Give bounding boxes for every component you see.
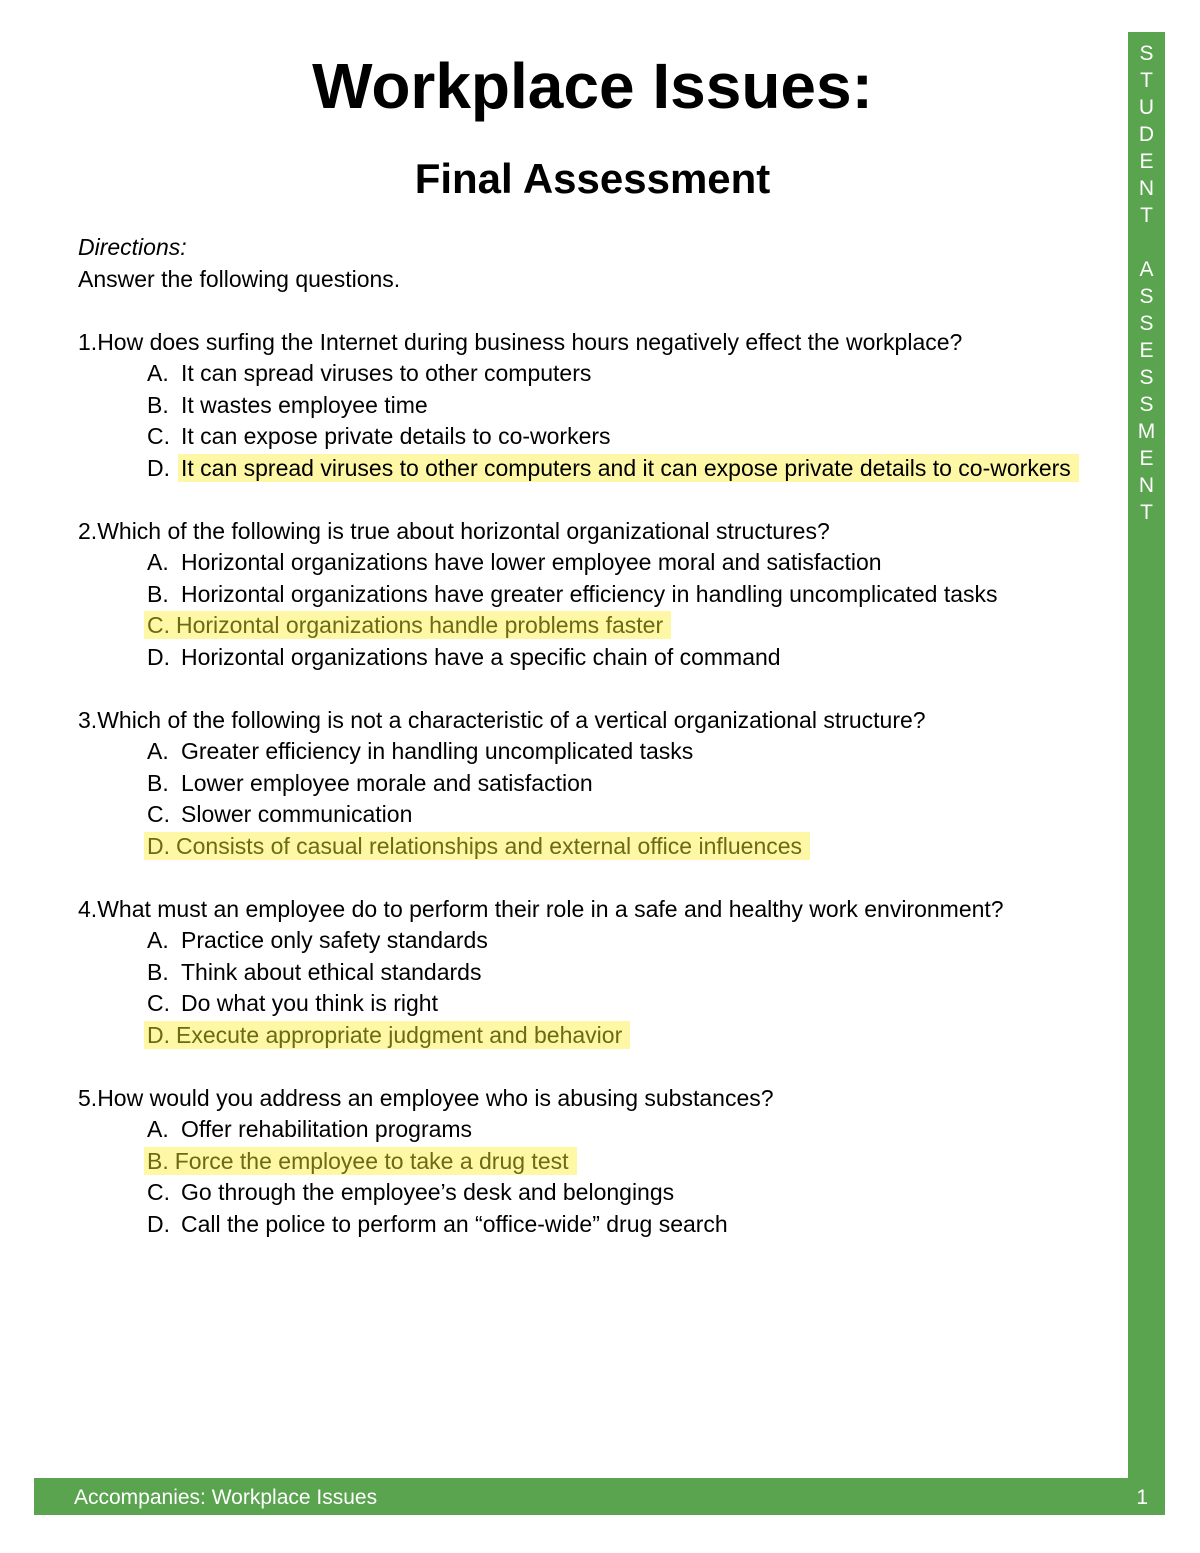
- page-number: 1: [1136, 1486, 1148, 1509]
- student-assessment-sidebar: [1128, 32, 1165, 1478]
- option-d: [147, 642, 1118, 674]
- sidebar-letter: E: [1139, 339, 1154, 362]
- option-text: Horizontal organizations have greater efficiency in handling uncomplicated tasks: [181, 580, 998, 607]
- option-letter: C.: [147, 1179, 170, 1205]
- question-text: How does surfing the Internet during business hours negatively effect the workplace?: [97, 328, 963, 355]
- option-letter: D.: [147, 1210, 170, 1237]
- sidebar-letter: S: [1139, 312, 1154, 335]
- option-d: [147, 831, 1118, 863]
- option-c: [147, 1177, 1118, 1209]
- option-text: Practice only safety standards: [181, 927, 488, 953]
- sidebar-letter: U: [1138, 96, 1155, 119]
- option-text: It can spread viruses to other computers: [181, 360, 592, 386]
- answer-highlight: [144, 1147, 577, 1175]
- option-a: [147, 358, 1118, 390]
- question-4: [78, 894, 1118, 926]
- option-text: Go through the employee’s desk and belongings: [181, 1179, 675, 1205]
- option-letter: C.: [147, 990, 170, 1016]
- directions-text: Answer the following questions.: [78, 265, 401, 292]
- sidebar-letter: E: [1139, 150, 1154, 173]
- sidebar-letter: N: [1138, 474, 1155, 497]
- footer-text: Accompanies: Workplace Issues: [74, 1486, 378, 1509]
- question-text: What must an employee do to perform their role in a safe and healthy work environment?: [97, 895, 1004, 922]
- spacer: [78, 1051, 1118, 1083]
- option-text: Offer rehabilitation programs: [181, 1116, 473, 1142]
- footer: [34, 1478, 1165, 1515]
- option-letter: B.: [147, 1147, 169, 1174]
- option-a: [147, 547, 1118, 579]
- highlighted-answer-text: It can spread viruses to other computers and it can expose private details to co-workers: [178, 454, 1079, 482]
- sidebar-letter: T: [1140, 204, 1153, 227]
- option-letter: B.: [147, 580, 169, 607]
- highlighted-answer-text: Horizontal organizations handle problems faster: [176, 612, 664, 638]
- question-1: [78, 327, 1118, 359]
- option-b: [147, 768, 1118, 800]
- option-letter: A.: [147, 549, 169, 575]
- question-text: How would you address an employee who is abusing substances?: [97, 1084, 774, 1111]
- question-list: [78, 295, 1118, 1240]
- option-text: Horizontal organizations have lower employee moral and satisfaction: [181, 549, 882, 575]
- page-title: Workplace Issues:: [312, 50, 873, 122]
- option-c: [147, 799, 1118, 831]
- question-3: [78, 705, 1118, 737]
- spacer: [78, 484, 1118, 516]
- option-text: Call the police to perform an “office-wide” drug search: [181, 1210, 728, 1237]
- spacer: [78, 295, 1118, 327]
- question-text: Which of the following is true about horizontal organizational structures?: [97, 517, 830, 544]
- sidebar-letter: E: [1139, 447, 1154, 470]
- option-c: [147, 988, 1118, 1020]
- option-text: Lower employee morale and satisfaction: [181, 769, 593, 796]
- option-d: [147, 1020, 1118, 1052]
- highlighted-answer-text: Force the employee to take a drug test: [174, 1147, 569, 1174]
- option-text: Think about ethical standards: [181, 958, 482, 985]
- sidebar-letter: M: [1137, 420, 1156, 443]
- option-a: [147, 925, 1118, 957]
- sidebar-letter: [1128, 229, 1165, 256]
- highlighted-answer-text: Consists of casual relationships and external office influences: [176, 832, 803, 859]
- question-number: 1.: [78, 328, 98, 355]
- option-text: It wastes employee time: [181, 391, 428, 418]
- question-5: [78, 1083, 1118, 1115]
- option-text: Do what you think is right: [181, 990, 438, 1016]
- option-letter: B.: [147, 769, 169, 796]
- option-b: [147, 957, 1118, 989]
- sidebar-letter: D: [1138, 123, 1155, 146]
- sidebar-letter: N: [1138, 177, 1155, 200]
- question-number: 4.: [78, 895, 98, 922]
- sidebar-letter: S: [1139, 285, 1154, 308]
- option-text: Slower communication: [181, 801, 413, 827]
- question-number: 5.: [78, 1084, 98, 1111]
- option-letter: B.: [147, 958, 169, 985]
- sidebar-letter: S: [1139, 366, 1154, 389]
- question-number: 2.: [78, 517, 98, 544]
- sidebar-letter: S: [1139, 42, 1154, 65]
- option-letter: C.: [147, 612, 170, 638]
- sidebar-letter: A: [1139, 258, 1154, 281]
- option-letter: A.: [147, 738, 169, 764]
- option-letter: C.: [147, 801, 170, 827]
- option-text: Horizontal organizations have a specific chain of command: [181, 643, 781, 670]
- answer-highlight: [144, 1021, 630, 1049]
- option-letter: A.: [147, 927, 169, 953]
- answer-highlight: [144, 611, 671, 639]
- spacer: [78, 862, 1118, 894]
- option-a: [147, 1114, 1118, 1146]
- question-text: Which of the following is not a characteristic of a vertical organizational structure?: [97, 706, 926, 733]
- option-d: [147, 1209, 1118, 1241]
- option-text: It can expose private details to co-workers: [181, 423, 611, 449]
- answer-highlight: [144, 832, 810, 860]
- option-c: [147, 610, 1118, 642]
- option-b: [147, 579, 1118, 611]
- option-b: [147, 390, 1118, 422]
- option-c: [147, 421, 1118, 453]
- sidebar-letter: S: [1139, 393, 1154, 416]
- option-d: [147, 453, 1118, 485]
- option-letter: C.: [147, 423, 170, 449]
- directions-label: Directions:: [78, 234, 187, 260]
- sidebar-letter: T: [1140, 69, 1153, 92]
- sidebar-letter: T: [1140, 501, 1153, 524]
- page-subtitle: Final Assessment: [414, 155, 771, 202]
- option-letter: D.: [147, 454, 170, 481]
- sidebar-label: [1128, 40, 1165, 526]
- question-number: 3.: [78, 706, 98, 733]
- option-letter: A.: [147, 1116, 169, 1142]
- highlighted-answer-text: Execute appropriate judgment and behavior: [176, 1021, 623, 1048]
- spacer: [78, 673, 1118, 705]
- question-2: [78, 516, 1118, 548]
- assessment-content: [78, 232, 1118, 1240]
- option-letter: B.: [147, 391, 169, 418]
- option-letter: D.: [147, 643, 170, 670]
- option-b: [147, 1146, 1118, 1178]
- option-letter: A.: [147, 360, 169, 386]
- option-text: Greater efficiency in handling uncomplicated tasks: [181, 738, 694, 764]
- option-a: [147, 736, 1118, 768]
- option-letter: D.: [147, 1021, 170, 1048]
- option-letter: D.: [147, 832, 170, 859]
